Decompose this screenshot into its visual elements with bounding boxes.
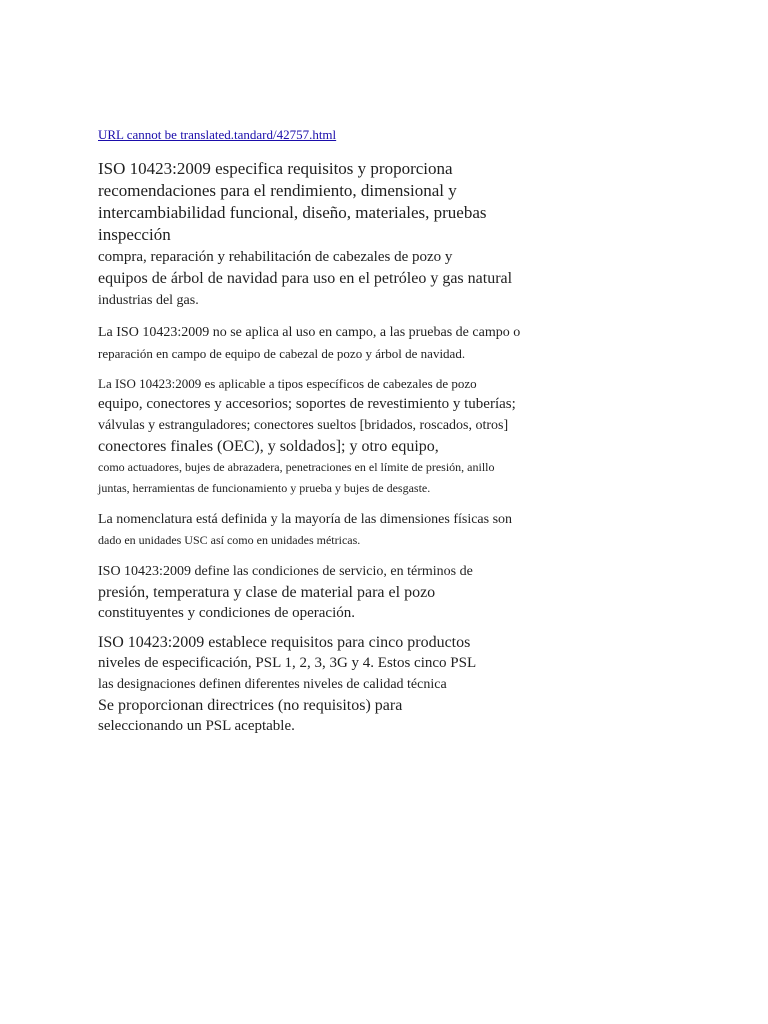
text-line: inspección xyxy=(98,225,171,244)
text-line: como actuadores, bujes de abrazadera, penetraciones en el límite de presión, anillo xyxy=(98,460,495,474)
text-line: ISO 10423:2009 especifica requisitos y proporciona xyxy=(98,159,453,178)
text-line: dado en unidades USC así como en unidades métricas. xyxy=(98,533,361,547)
text-line: La ISO 10423:2009 es aplicable a tipos específicos de cabezales de pozo xyxy=(98,376,477,391)
text-line: equipo, conectores y accesorios; soportes de revestimiento y tuberías; xyxy=(98,396,516,412)
text-line: ISO 10423:2009 define las condiciones de servicio, en términos de xyxy=(98,564,473,579)
text-line: las designaciones definen diferentes niveles de calidad técnica xyxy=(98,677,447,692)
paragraph-scope xyxy=(98,158,538,312)
text-line: intercambiabilidad funcional, diseño, materiales, pruebas xyxy=(98,203,487,222)
text-line: seleccionando un PSL aceptable. xyxy=(98,718,295,734)
text-line: La nomenclatura está definida y la mayoría de las dimensiones físicas son xyxy=(98,512,513,527)
paragraph-exclusions xyxy=(98,322,538,364)
text-line: constituyentes y condiciones de operación. xyxy=(98,605,356,621)
text-line: conectores finales (OEC), y soldados]; y otro equipo, xyxy=(98,438,439,455)
text-line: recomendaciones para el rendimiento, dimensional y xyxy=(98,181,457,200)
text-line: industrias del gas. xyxy=(98,293,199,308)
text-line: ISO 10423:2009 establece requisitos para cinco productos xyxy=(98,634,471,651)
text-line: reparación en campo de equipo de cabezal de pozo y árbol de navidad. xyxy=(98,346,466,361)
text-line: compra, reparación y rehabilitación de cabezales de pozo y xyxy=(98,249,453,265)
text-line: presión, temperatura y clase de material para el pozo xyxy=(98,584,436,601)
text-line: La ISO 10423:2009 no se aplica al uso en campo, a las pruebas de campo o xyxy=(98,325,521,340)
paragraph-applicability xyxy=(98,373,538,499)
text-line: niveles de especificación, PSL 1, 2, 3, 3G y 4. Estos cinco PSL xyxy=(98,655,477,671)
text-line: Se proporcionan directrices (no requisitos) para xyxy=(98,697,403,714)
text-line: juntas, herramientas de funcionamiento y prueba y bujes de desgaste. xyxy=(98,481,431,495)
text-line: válvulas y estranguladores; conectores sueltos [bridados, roscados, otros] xyxy=(98,418,509,433)
paragraph-service-conditions xyxy=(98,561,538,624)
paragraph-nomenclature xyxy=(98,509,538,551)
source-url-link[interactable]: URL cannot be translated.tandard/42757.html xyxy=(98,127,337,142)
paragraph-psl xyxy=(98,632,538,737)
text-line: equipos de árbol de navidad para uso en el petróleo y gas natural xyxy=(98,270,513,287)
document-page xyxy=(98,126,538,747)
